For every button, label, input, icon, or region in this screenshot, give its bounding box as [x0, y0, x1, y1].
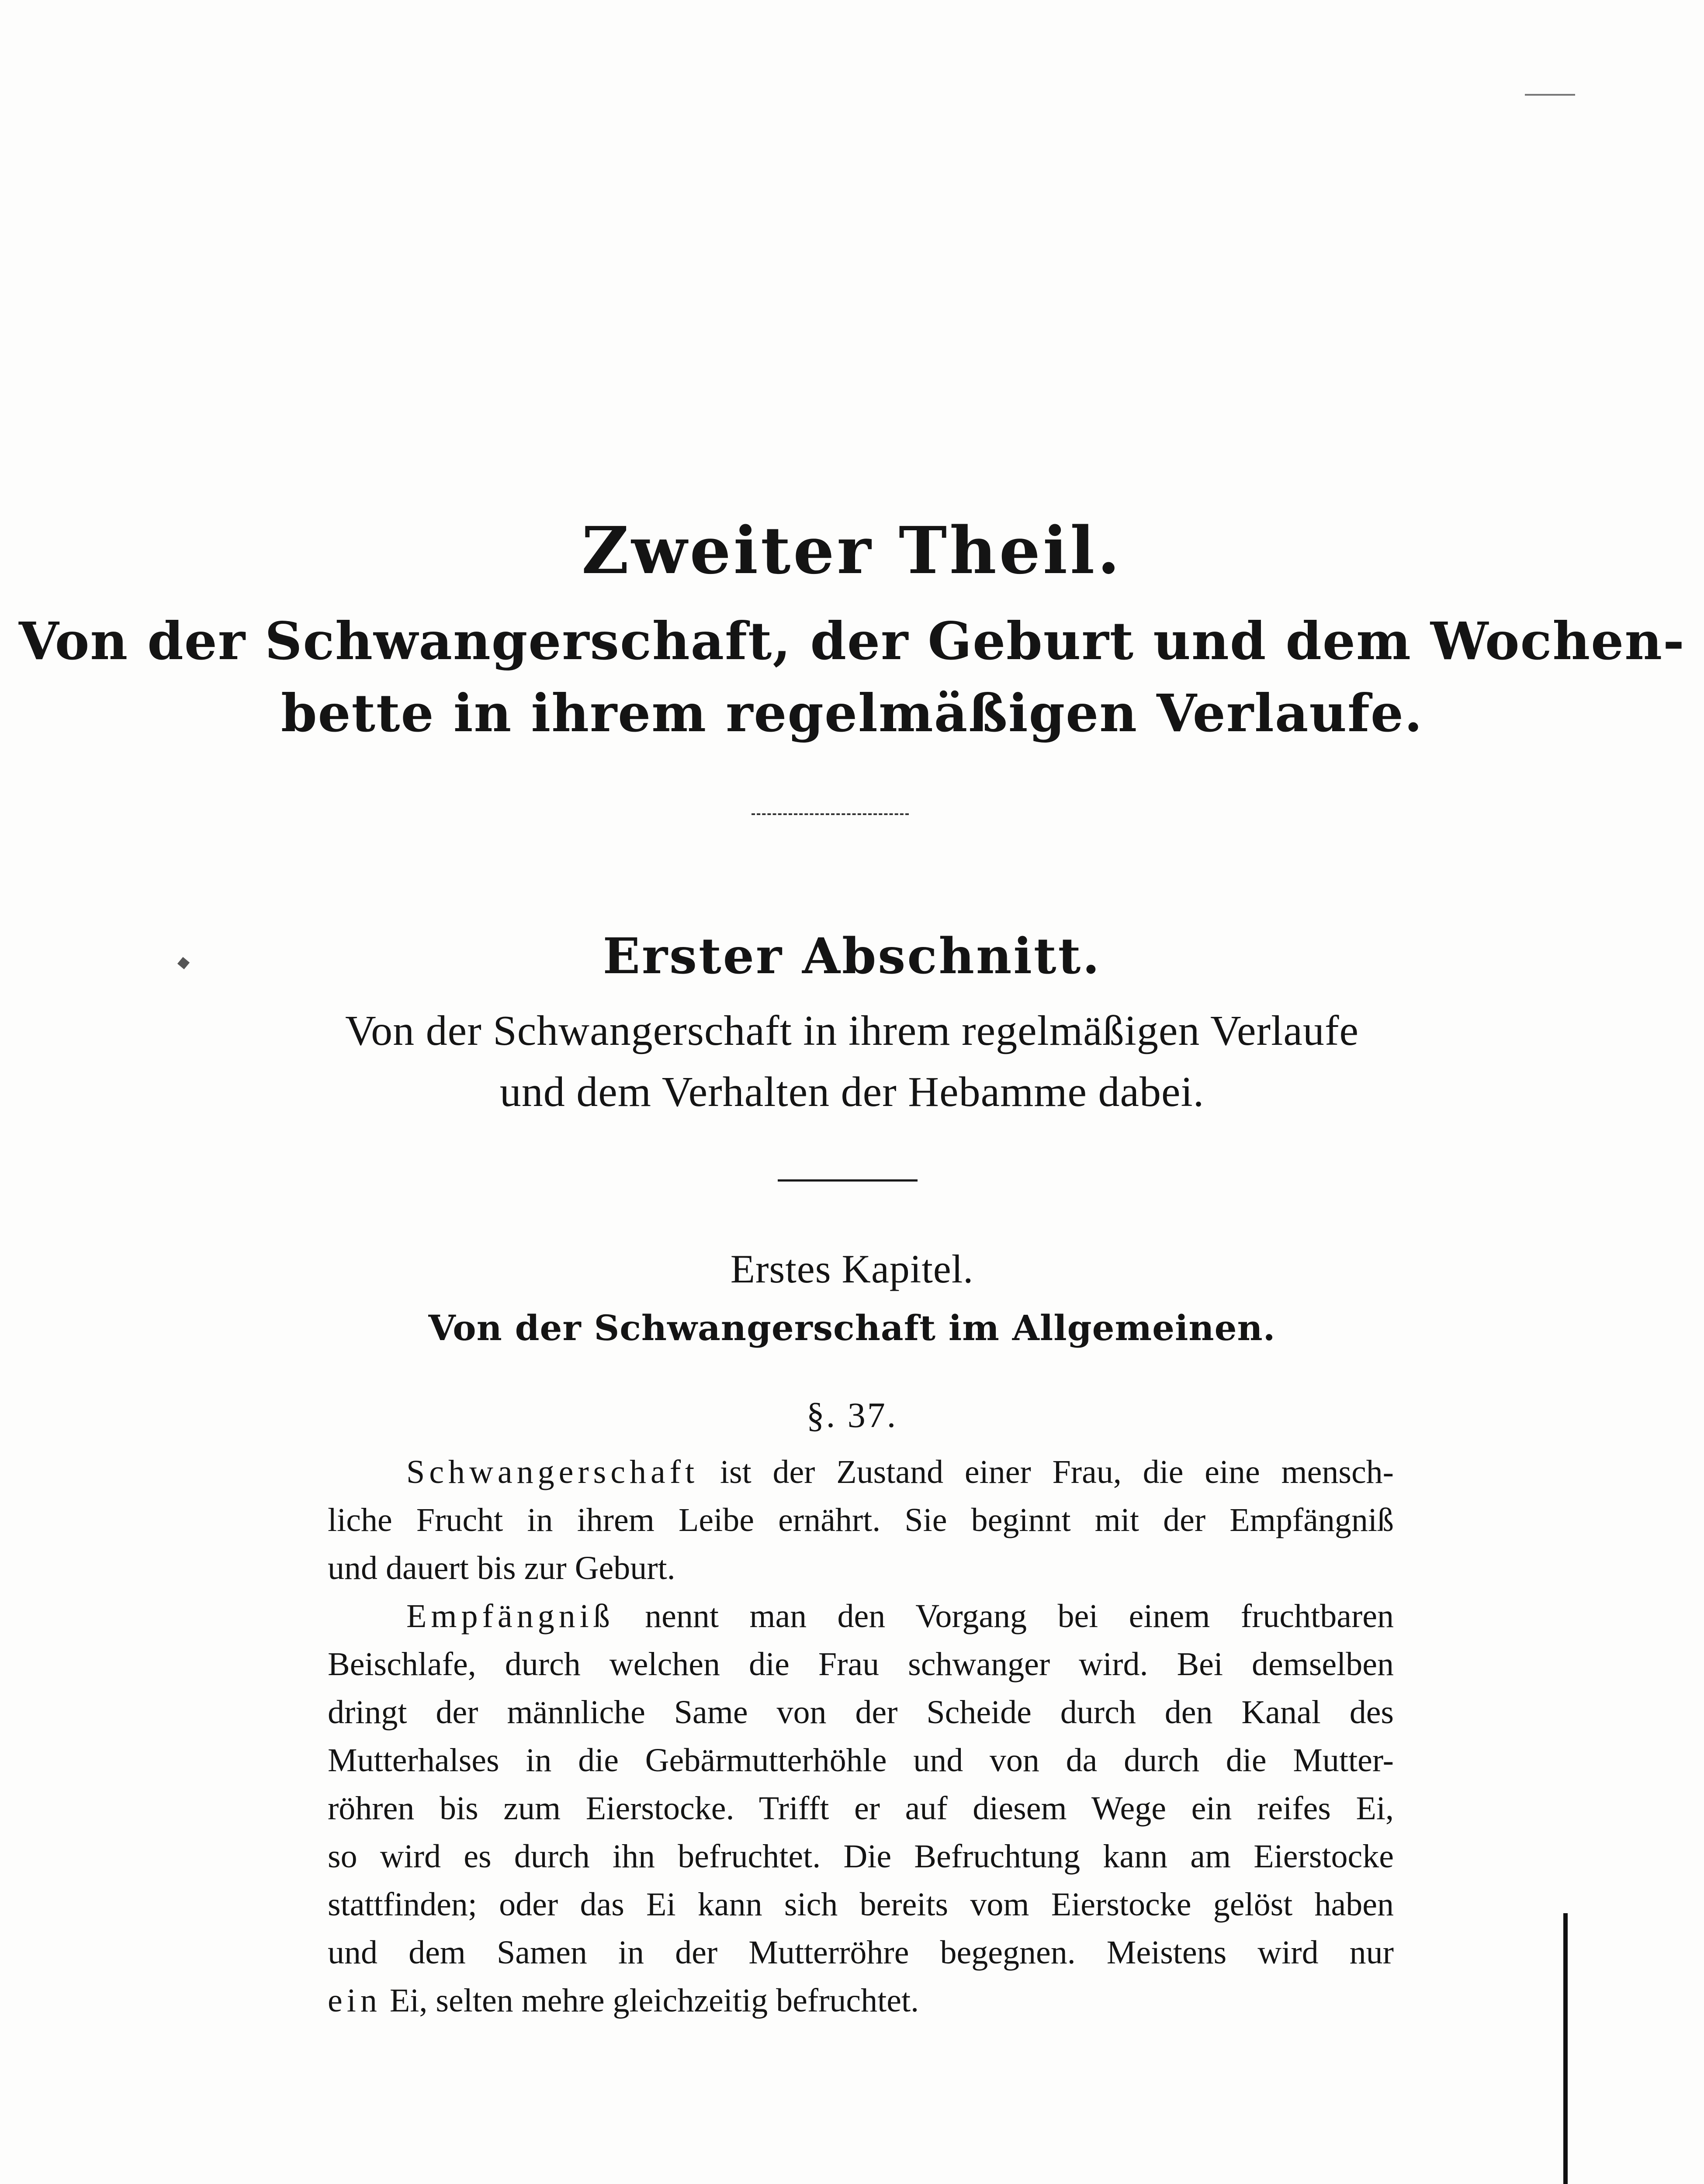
- part-subtitle-line-1: Von der Schwangerschaft, der Geburt und dem Wochen-: [18, 611, 1686, 671]
- p1-line-3: und dauert bis zur Geburt.: [328, 1550, 675, 1586]
- scan-mark-right-edge: [1563, 1913, 1568, 2184]
- section-subtitle-line-1: Von der Schwangerschaft in ihrem regelmäßigen Verlaufe: [345, 1007, 1359, 1054]
- p2-line-1-text: nennt man den Vorgang bei einem fruchtbaren: [614, 1598, 1394, 1635]
- p1-line-1-text: ist der Zustand einer Frau, die eine mensch-: [699, 1454, 1394, 1490]
- p2-line-8: und dem Samen in der Mutterröhre begegnen. Meistens wird nur: [328, 1934, 1394, 1971]
- p2-line-2: Beischlafe, durch welchen die Frau schwanger wird. Bei demselben: [328, 1646, 1394, 1683]
- part-divider: [752, 813, 909, 817]
- part-subtitle: [0, 605, 1704, 749]
- p2-line-9-text: Ei, selten mehre gleichzeitig befruchtet.: [381, 1982, 919, 2019]
- chapter-subtitle: Von der Schwangerschaft im Allgemeinen.: [428, 1307, 1276, 1348]
- chapter-title: Erstes Kapitel.: [730, 1247, 974, 1291]
- p2-line-1: [328, 1592, 1394, 1640]
- section-divider: [778, 1179, 918, 1182]
- scan-mark-top-right: [1525, 94, 1575, 96]
- p2-line-9: [328, 1977, 1394, 2025]
- term-ein: ein: [328, 1982, 381, 2019]
- p2-line-5: röhren bis zum Eierstocke. Trifft er auf diesem Wege ein reifes Ei,: [328, 1790, 1394, 1827]
- part-title: Zweiter Theil.: [582, 512, 1122, 588]
- term-empfaengniss: Empfängniß: [406, 1598, 614, 1635]
- term-schwangerschaft: Schwangerschaft: [406, 1454, 699, 1490]
- p2-line-6: so wird es durch ihn befruchtet. Die Befruchtung kann am Eierstocke: [328, 1838, 1394, 1875]
- p2-line-7: stattfinden; oder das Ei kann sich bereits vom Eierstocke gelöst haben: [328, 1886, 1394, 1923]
- body-text: [328, 1448, 1394, 2025]
- paragraph-number: §. 37.: [806, 1395, 898, 1435]
- p2-line-3: dringt der männliche Same von der Scheide durch den Kanal des: [328, 1694, 1394, 1731]
- p1-line-1: [328, 1448, 1394, 1496]
- p2-line-4: Mutterhalses in die Gebärmutterhöhle und von da durch die Mutter-: [328, 1742, 1394, 1779]
- section-title: Erster Abschnitt.: [603, 928, 1101, 985]
- part-subtitle-line-2: bette in ihrem regelmäßigen Verlaufe.: [281, 683, 1423, 743]
- section-subtitle-line-2: und dem Verhalten der Hebamme dabei.: [499, 1068, 1205, 1116]
- p1-line-2: liche Frucht in ihrem Leibe ernährt. Sie beginnt mit der Empfängniß: [328, 1502, 1394, 1538]
- section-subtitle: [0, 1000, 1704, 1123]
